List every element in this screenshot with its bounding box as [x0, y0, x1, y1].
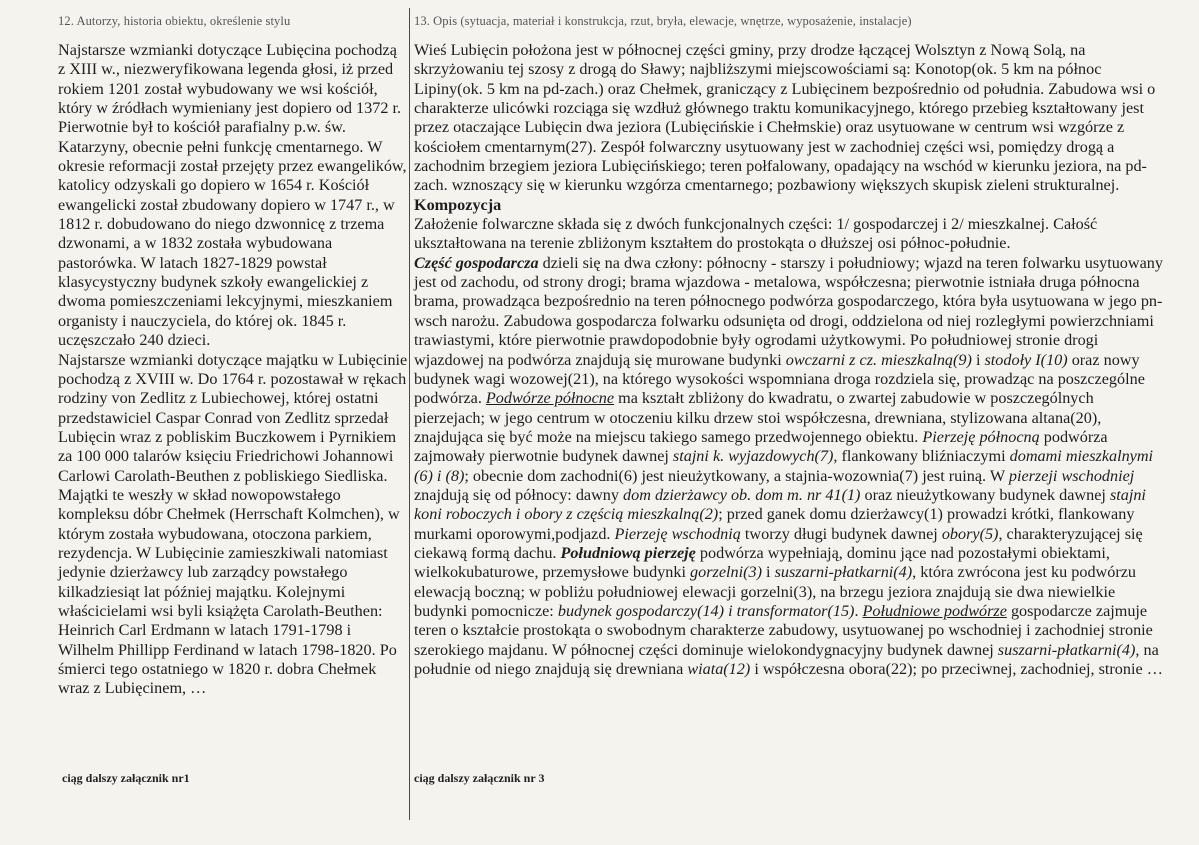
south-yard-term: Południowe podwórze — [862, 601, 1007, 620]
description-paragraph-layout: Założenie folwarczne składa się z dwóch funkcjonalnych części: 1/ gospodarczej i 2/ mieszkalnej. Całość ukształtowana na terenie zbliżonym kształtem do prostokąta o dłuższej osi północ-południe. — [414, 215, 1098, 253]
continued-attachment-3: ciąg dalszy załącznik nr 3 — [414, 771, 545, 785]
description-paragraph-farm-section: Część gospodarcza dzieli się na dwa człony: północny - starszy i południowy; wjazd na teren folwarku usytuowany jest od zachodu, od strony drogi; brama wjazdowa - metalowa, współczesna; pierwotnie istniała druga północna brama, prowadząca bezpośrednio na teren północnego podwórza gospodarczego, która była usytuowana w jego pn-wsch narożu. Zabudowa gospodarcza folwarku odsunięta od drogi, oddzielona od niej rozległymi powierzchniami trawiastymi, które pierwotnie prawdopodobnie były ogrodami użytkowymi. Po południowej stronie drogi wjazdowej na podwórza znajdują się murowane budynki owczarni z cz. mieszkalną(9) i stodoły I(10) oraz nowy budynek wagi wozowej(21), na którego wysokości wspomniana droga rozdziela się, prowadząc na poszczególne podwórza. Podwórze północne ma kształt zbliżony do kwadratu, o zwartej zabudowie w poszczególnych pierzejach; w jego centrum w otoczeniu kilku drzew stoi współczesna, drewniana, stylizowana altana(20), znajdująca się być może na miejscu takiego samego przedwojennego obiektu. Pierzeję północną podwórza zajmowały pierwotnie budynek dawnej stajni k. wyjazdowych(7), flankowany bliźniaczymi domami mieszkalnymi (6) i (8); obecnie dom zachodni(6) jest nieużytkowany, a stajnia-wozownia(7) jest ruiną. W pierzeji wschodniej znajdują się od północy: dawny dom dzierżawcy ob. dom m. nr 41(1) oraz nieużytkowany budynek dawnej stajni koni roboczych i obory z częścią mieszkalną(2); przed ganek domu dzierżawcy(1) prowadzi krótki, flankowany murkami oporowymi,podjazd. Pierzeję wschodnią tworzy długi budynek dawnej obory(5), charakteryzującej się ciekawą formą dachu. Południową pierzeję podwórza wypełniają, dominu jące nad pozostałymi obiektami, wielkokubaturowe, przemysłowe budynki gorzelni(3) i suszarni-płatkarni(4), która zwrócona jest ku podwórzu elewacją boczną; w pobliżu południowej elewacji gorzelni(3), na brzegu jeziora znajdują sie dwa niewielkie budynki pomocnicze: budynek gospodarczy(14) i transformator(15). Południowe podwórze gospodarcze zajmuje teren o kształcie prostokąta o swobodnym charakterze zabudowy, usytuowanej po wschodniej i zachodniej stronie szerokiego majdanu. W północnej części dominuje wielokondygnacyjny budynek dawnej suszarni-płatkarni(4), na południe od niego znajdują się drewniana wiata(12) i współczesna obora(22); po przeciwnej, zachodniej, stronie … — [414, 253, 1163, 678]
column-divider — [409, 8, 410, 820]
composition-heading: Kompozycja — [414, 195, 502, 214]
section-12-header: 12. Autorzy, historia obiektu, określenie stylu — [58, 14, 291, 28]
continued-attachment-1: ciąg dalszy załącznik nr1 — [62, 771, 190, 785]
farm-section-lead: Część gospodarcza — [414, 253, 539, 272]
description-column — [414, 41, 1163, 679]
north-yard-term: Podwórze północne — [485, 389, 615, 408]
section-13-header: 13. Opis (sytuacja, materiał i konstrukcja, rzut, bryła, elewacje, wnętrze, wyposażenie, instalacje) — [414, 14, 912, 28]
history-paragraph-estate: Najstarsze wzmianki dotyczące majątku w Lubięcinie pochodzą z XVIII w. Do 1764 r. pozostawał w rękach rodziny von Zedlitz z Lubiechowej, której ostatni przedstawiciel Caspar Conrad von Zedlitz sprzedał Lubięcin wraz z pobliskim Buczkowem i Pyrnikiem za 100 000 talarów księciu Friedrichowi Johannowi Carlowi Carolath-Beuthen z pobliskiego Siedliska. Majątki te weszły w skład nowopowstałego kompleksu dóbr Chełmek (Herrschaft Kolmchen), w którym została wybudowana, otoczona parkiem, rezydencja. W Lubięcinie zamieszkiwali natomiast jedynie dzierżawcy lub zarządcy powstałego kilkadziesiąt lat później majątku. Kolejnymi właścicielami wsi byli książęta Carolath-Beuthen: Heinrich Carl Erdmann w latach 1791-1798 i Wilhelm Phillipp Ferdinand w latach 1798-1820. Po śmierci tego ostatniego w 1820 r. dobra Chełmek wraz z Lubięcinem, … — [58, 350, 408, 698]
history-paragraph-church: Najstarsze wzmianki dotyczące Lubięcina pochodzą z XIII w., niezweryfikowana legenda głosi, iż przed rokiem 1201 został wybudowany we wsi kościół, który w źródłach wymieniany jest dopiero od 1372 r. Pierwotnie był to kościół parafialny p.w. św. Katarzyny, obecnie pełni funkcję cmentarnego. W okresie reformacji został przejęty przez ewangelików, katolicy odzyskali go dopiero w 1654 r. Kościół ewangelicki został zbudowany dopiero w 1747 r., w 1812 r. dobudowano do niego dzwonnicę z trzema dzwonami, a w 1832 została wybudowana pastorówka. W latach 1827-1829 powstał klasycystyczny budynek szkoły ewangelickiej z dwoma pomieszczeniami lekcyjnymi, mieszkaniem organisty i nauczyciela, do której ok. 1845 r. uczęszczało 240 dzieci. — [58, 41, 407, 350]
history-column — [58, 41, 408, 699]
description-paragraph-location: Wieś Lubięcin położona jest w północnej części gminy, przy drodze łączącej Wolsztyn z Nową Solą, na skrzyżowaniu tej szosy z drogą do Sławy; najbliższymi miejscowościami są: Konotop(ok. 5 km na północ Lipiny(ok. 5 km na pd-zach.) oraz Chełmek, graniczący z Lubięcinem bezpośrednio od południa. Zabudowa wsi o charakterze ulicówki rozciąga się wzdłuż głównego traktu komunikacyjnego, którego przebieg kształtowany jest przez otaczające Lubięcin dwa jeziora (Lubięcińskie i Chełmskie) oraz usytuowane w centrum wsi wzgórze z kościołem cmentarnym(27). Zespół folwarczny usytuowany jest w zachodniej części wsi, pomiędzy drogą a zachodnim brzegiem jeziora Lubięcińskiego; teren połfalowany, opadający na wschód w kierunku jeziora, na pd-zach. wznoszący się w kierunku wzgórza cmentarnego; pozbawiony większych skupisk zieleni strukturalnej. — [414, 41, 1156, 195]
